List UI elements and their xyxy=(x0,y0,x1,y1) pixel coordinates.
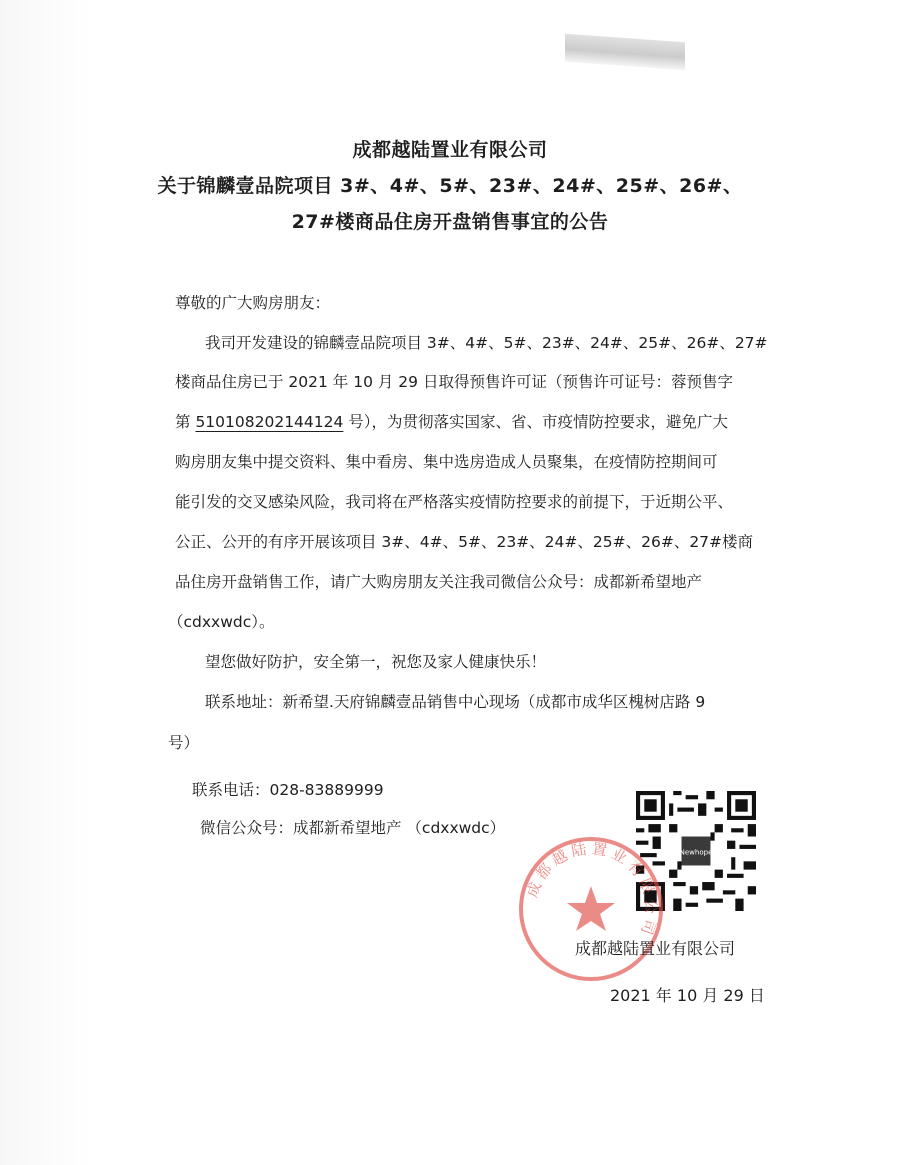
body-line-3 xyxy=(175,412,728,432)
title-subject-line1: 关于锦麟壹品院项目 3#、4#、5#、23#、24#、25#、26#、 xyxy=(157,175,743,197)
company-seal xyxy=(516,834,666,984)
body-line-3-prefix: 第 xyxy=(175,413,196,431)
contact-phone: 联系电话：028-83889999 xyxy=(192,781,384,799)
body-line-3-suffix: 号），为贯彻落实国家、省、市疫情防控要求，避免广大 xyxy=(343,413,729,431)
qr-logo: Newhope xyxy=(679,847,713,857)
title-subject-line2: 27#楼商品住房开盘销售事宜的公告 xyxy=(291,211,609,233)
contact-address-line2: 号） xyxy=(168,734,200,752)
contact-wechat: 微信公众号：成都新希望地产 （cdxxwdc） xyxy=(200,819,506,837)
seal-star-icon xyxy=(567,886,615,931)
title-company: 成都越陆置业有限公司 xyxy=(352,139,548,161)
announcement-title xyxy=(0,132,900,240)
scan-page-edge xyxy=(565,34,685,70)
body-line-8: （cdxxwdc）。 xyxy=(168,613,275,631)
contact-address-line1: 联系地址：新希望.天府锦麟壹品销售中心现场（成都市成华区槐树店路 9 xyxy=(205,693,706,711)
body-line-7: 品住房开盘销售工作，请广大购房朋友关注我司微信公众号：成都新希望地产 xyxy=(175,573,703,591)
seal-text: 成都越陆置业有限公司 xyxy=(523,839,661,941)
signature-date: 2021 年 10 月 29 日 xyxy=(610,986,765,1005)
body-line-2: 楼商品住房已于 2021 年 10 月 29 日取得预售许可证（预售许可证号：蓉预售字 xyxy=(175,373,733,391)
salutation: 尊敬的广大购房朋友： xyxy=(175,294,331,312)
wish-line: 望您做好防护，安全第一，祝您及家人健康快乐！ xyxy=(205,653,547,671)
body-line-1: 我司开发建设的锦麟壹品院项目 3#、4#、5#、23#、24#、25#、26#、27# xyxy=(205,334,768,352)
body-line-4: 购房朋友集中提交资料、集中看房、集中选房造成人员聚集，在疫情防控期间可 xyxy=(175,453,718,471)
permit-number: 510108202144124 xyxy=(195,413,344,431)
signature-company: 成都越陆置业有限公司 xyxy=(575,939,736,958)
body-line-5: 能引发的交叉感染风险，我司将在严格落实疫情防控要求的前提下，于近期公平、 xyxy=(175,493,734,511)
body-line-6: 公正、公开的有序开展该项目 3#、4#、5#、23#、24#、25#、26#、27#楼商 xyxy=(175,533,754,551)
